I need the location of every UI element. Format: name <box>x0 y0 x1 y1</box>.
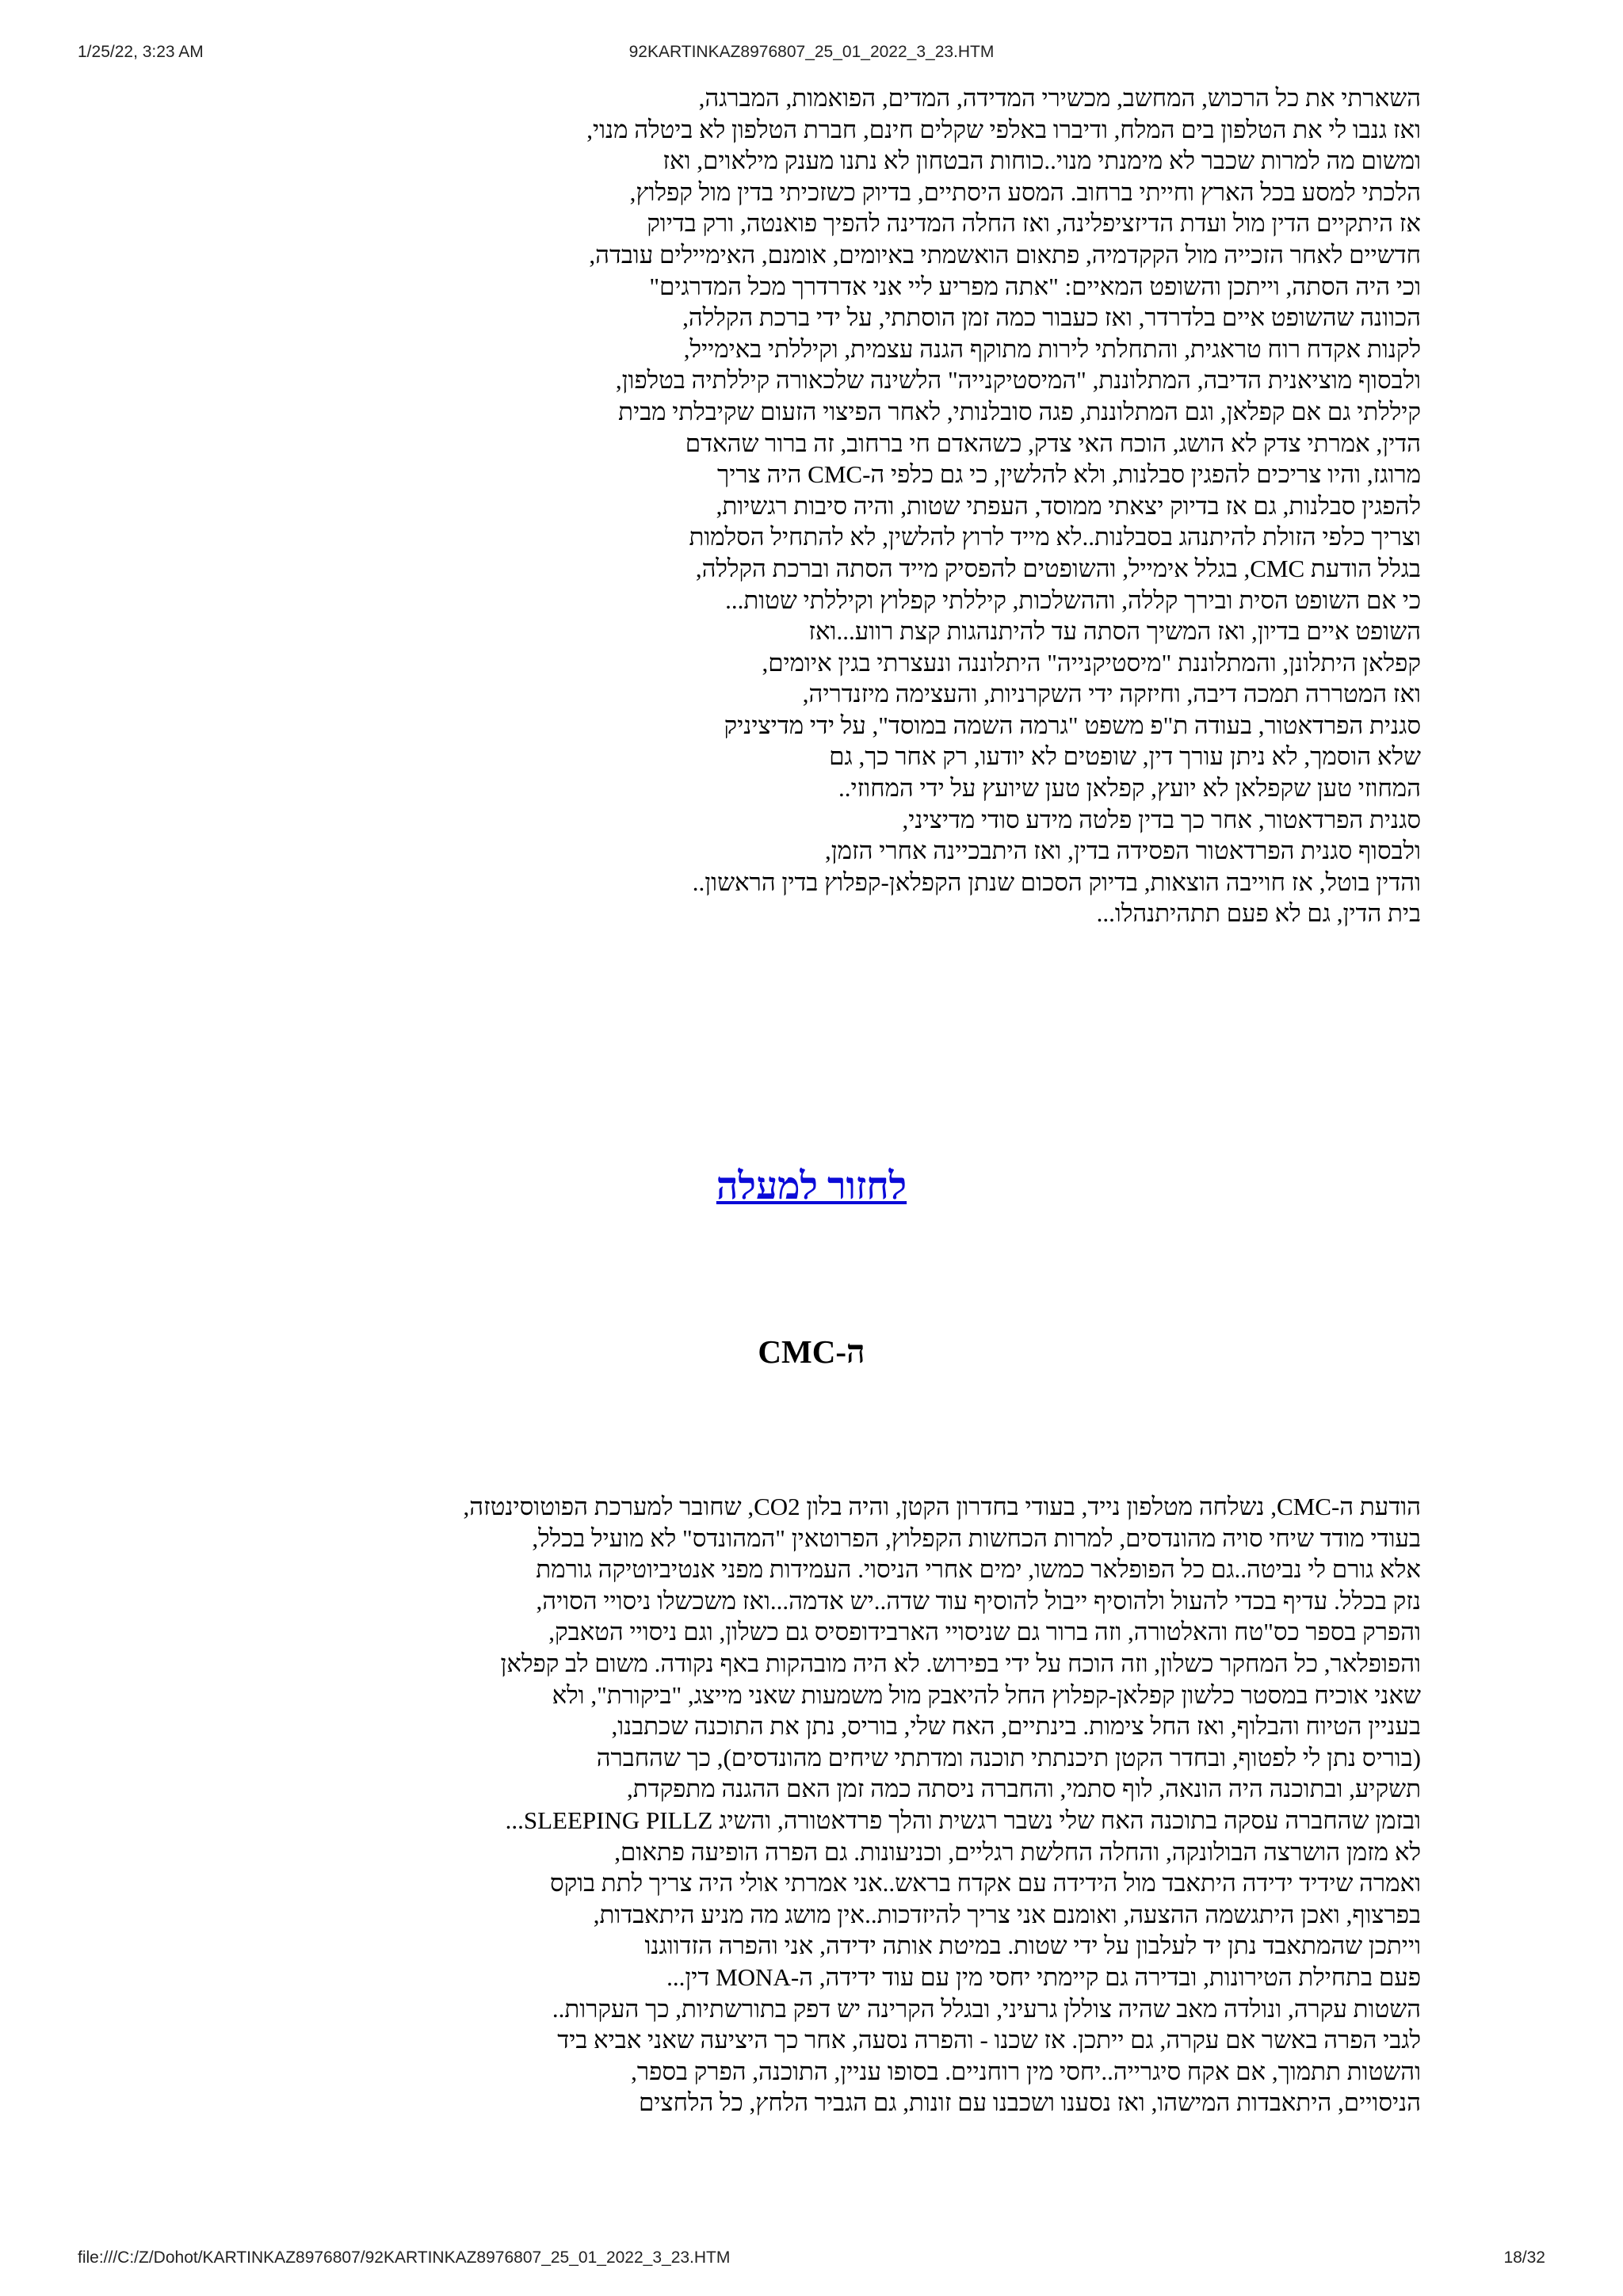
text-line: ואז גנבו לי את הטלפון בים המלח, ודיברו באלפי שקלים חינם, חברת הטלפון לא ביטלה מנוי, <box>586 115 1421 143</box>
text-line: שלא הוסמך, לא ניתן עורך דין, שופטים לא יודעו, רק אחר כך, גם <box>829 742 1421 771</box>
text-line: קיללתי גם אם קפלאן, וגם המתלוננת, פגה סובלנותי, לאחר הפיצוי הזעום שקיבלתי מבית <box>618 397 1421 425</box>
text-line: השופט איים בדיון, ואז המשיך הסתה עד להיתנהגות קצת רווע...ואז <box>808 617 1421 646</box>
text-line: והפרק בספר כס"טח והאלטורה, וזה ברור גם שניסויי הארבידופסיס גם כשלון, וגם ניסויי הטאבק, <box>548 1618 1421 1646</box>
text-line: ולבסוף סגנית הפרדאטור הפסידה בדין, ואז היתבכיינה אחרי הזמן, <box>825 837 1421 865</box>
text-line: להפגין סבלנות, גם אז בדיוק יצאתי ממוסד, העפתי שטות, והיה סיבות רגשיות, <box>716 491 1421 520</box>
text-line: (בוריס נתן לי לפטוף, ובחדר הקטן תיכנתתי תוכנה ומדתתי שיחים מהונדסים), כך שהחברה <box>596 1743 1421 1772</box>
text-line: הכוונה שהשופט איים בלדרדר, ואז כעבור כמה זמן הוסתתי, על ידי ברכת הקללה, <box>682 303 1421 332</box>
text-line: והדין בוטל, אז חוייבה הוצאות, בדיוק הסכום שנתן הקפלאן-קפלוץ בדין הראשון.. <box>692 868 1421 896</box>
text-line: השארתי את כל הרכוש, המחשב, מכשירי המדידה, המדים, הפואמות, המברגה, <box>698 84 1421 112</box>
text-line: אלא גורם לי נביטה..גם כל הפופלאר כמשו, ימים אחרי הניסוי. העמידות מפני אנטיביוטיקה גורמת <box>536 1555 1421 1584</box>
text-line: הניסויים, היתאבדות המישהו, ואז נסענו ושכבנו עם זונות, גם הגביר הלחץ, כל הלחצים <box>638 2088 1421 2117</box>
text-line: ואמרה שידיד ידידה היתאבד מול הידידה עם אקדח בראש..אני אמרתי אולי היה צריך לתת בוקס <box>549 1869 1421 1897</box>
text-line: וכי היה הסתה, וייתכן והשופט המאיים: "אתה מפריע ליי אני אדרדרך מכל המדרגים" <box>649 272 1421 300</box>
text-line: וצריך כלפי הזולת להיתנהג בסבלנות..לא מייד לרוץ להלשין, לא להתחיל הסלמות <box>689 523 1421 551</box>
text-line: בעניין הטיוח והבלוף, ואז החל צימות. בינתיים, האח שלי, בוריס, נתן את התוכנה שכתבנו, <box>611 1712 1421 1741</box>
text-line: השטות עקרה, ונולדה מאב שהיה צוללן גרעיני, ובגלל הקרינה יש דפק בתורשתיות, כך העקרות.. <box>552 1994 1421 2023</box>
print-header-filename: 92KARTINKAZ8976807_25_01_2022_3_23.HTM <box>628 43 995 61</box>
text-line: הלכתי למסע בכל הארץ וחייתי ברחוב. המסע היסתיים, בדיוק כשזכיתי בדין מול קפלוץ, <box>629 177 1421 206</box>
print-footer-page-number: 18/32 <box>1503 2248 1545 2267</box>
print-footer-path: file:///C:/Z/Dohot/KARTINKAZ8976807/92KARTINKAZ8976807_25_01_2022_3_23.HTM <box>78 2248 731 2267</box>
section-heading: ה-CMC <box>758 1333 865 1370</box>
text-line: נזק בכלל. עדיף בכדי להעול ולהוסיף ייבול להוסיף עוד שדה..יש אדמה...ואז משכשלו ניסויי הסויה, <box>536 1586 1421 1615</box>
text-line: כי אם השופט הסית ובירך קללה, וההשלכות, קיללתי קפלוץ וקיללתי שטות... <box>725 585 1421 614</box>
text-line: הדין, אמרתי צדק לא הושג, הוכח האי צדק, כשהאדם חי ברחוב, זה ברור שהאדם <box>685 429 1421 457</box>
text-line: סגנית הפרדאטור, אחר כך בדין פלטה מידע סודי מדיציני, <box>902 805 1421 833</box>
print-header-datetime: 1/25/22, 3:23 AM <box>78 43 204 61</box>
text-line: וייתכן שהמתאבד נתן יד לעלבון על ידי שטות. במיטת אותה ידידה, אני והפרה הזדווגנו <box>644 1932 1421 1960</box>
text-line: קפלאן היתלונן, והמתלוננת "מיסטיקנייה" היתלוננה ונעצרתי בגין איומים, <box>762 648 1421 677</box>
text-line: בפרצוף, ואכן היתגשמה ההצעה, ואומנם אני צריך להיזדכות..אין מושג מה מניע היתאבדות, <box>593 1900 1421 1928</box>
text-line: והפופלאר, כל המחקר כשלון, וזה הוכח על ידי בפירוש. לא היה מובהקות באף נקודה. משום לב קפלאן <box>500 1649 1421 1677</box>
body-paragraph-1 <box>586 82 1421 929</box>
text-line: המחוזי טען שקפלאן לא יועץ, קפלאן טען שיועץ על ידי המחוזי.. <box>838 774 1421 803</box>
text-line: והשטות תתמוך, אם אקח סיגרייה..יחסי מין רוחניים. בסופו עניין, התוכנה, הפרק בספר, <box>631 2057 1421 2085</box>
text-line: חדשיים לאחר הזכייה מול הקקדמיה, פתאום הואשמתי באיומים, אומנם, האימיילים עובדה, <box>589 240 1421 269</box>
text-line: לקנות אקדח רוח טראגית, והתחלתי לירות מתוקף הגנה עצמית, וקיללתי באימייל, <box>683 334 1421 363</box>
text-line: אז היתקיים הדין מול ועדת הדיזציפלינה, ואז החלה המדינה להפיך פואנטה, ורק בדיוק <box>647 209 1421 238</box>
text-line: פעם בתחילת הטירונות, ובדירה גם קיימתי יחסי מין עם עוד ידידה, ה-MONA דין... <box>666 1962 1421 1991</box>
text-line: לא מזמן הושרצה הבולונקה, והחלה החלשת רגליים, וכניעונות. גם הפרה הופיעה פתאום, <box>614 1837 1421 1866</box>
back-to-top-link[interactable]: לחזור למעלה <box>716 1165 907 1207</box>
text-line: בגלל הודעת CMC, בגלל אימייל, והשופטים להפסיק מייד הסתה וברכת הקללה, <box>695 554 1421 582</box>
text-line: בעודי מודד שיחי סויה מהונדסים, למרות הכחשות הקפלוץ, הפרוטאין "המהונדס" לא מועיל בכלל, <box>532 1524 1421 1552</box>
text-line: הודעת ה-CMC, נשלחה מטלפון נייד, בעודי בחדרון הקטן, והיה בלון CO2, שחובר למערכת הפוטוסינטזה, <box>463 1493 1421 1520</box>
text-line: מרוגז, והיו צריכים להפגין סבלנות, ולא להלשין, כי גם כלפי ה-CMC היה צריך <box>717 460 1421 489</box>
body-paragraph-2 <box>464 1491 1421 2119</box>
text-line: ואז המטררה תמכה דיבה, וחיזקה ידי השקרניות, והעצימה מיזנדריה, <box>802 680 1421 708</box>
text-line: לגבי הפרה באשר אם עקרה, גם ייתכן. אז שכנו - והפרה נסעה, אחר כך היציעה שאני אביא ביד <box>557 2026 1421 2054</box>
text-line: סגנית הפרדאטור, בעודה ת"פ משפט "גרמה השמה במוסד", על ידי מדיציניק <box>724 711 1421 739</box>
text-line: תשקיע, ובתוכנה היה הונאה, לוף סתמי, והחברה ניסתה כמה זמן האם ההגנה מתפקדת, <box>627 1775 1421 1803</box>
text-line: שאני אוכיח במסטר כלשון קפלאן-קפלוץ החל להיאבק מול משמעות שאני מייצג, "ביקורת", ולא <box>552 1680 1421 1709</box>
text-line: בית הדין, גם לא פעם תתהיתנהלו... <box>1096 899 1421 928</box>
text-line: ובזמן שהחברה עסקה בתוכנה האח שלי נשבר רגשית והלך פרדאטורה, והשיג SLEEPING PILLZ... <box>505 1806 1421 1834</box>
text-line: ומשום מה למרות שכבר לא מימנתי מנוי..כוחות הבטחון לא נתנו מענק מילאוים, ואז <box>663 147 1421 175</box>
text-line: ולבסוף מוציאנית הדיבה, המתלוננת, "המיסטיקנייה" הלשינה שלכאורה קיללתיה בטלפון, <box>615 366 1421 395</box>
